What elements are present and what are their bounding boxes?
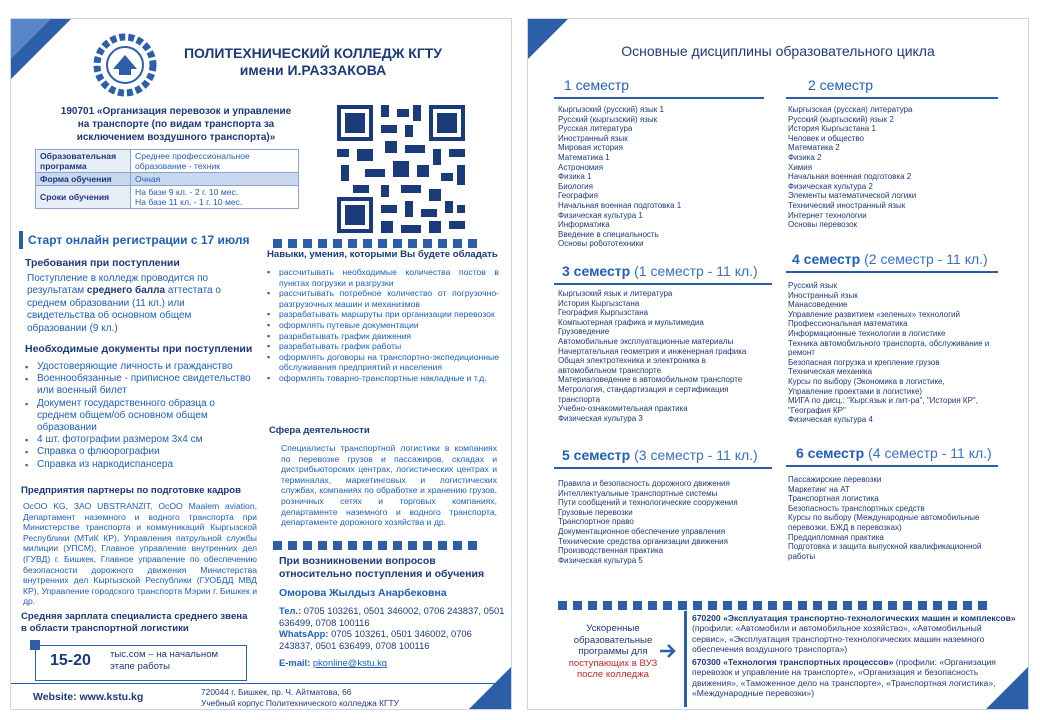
semester-1-list: [558, 105, 681, 249]
course-item: Техника автомобильного транспорта, обслуживание и: [788, 338, 990, 348]
program-670200: 670200 «Эксплуатация транспортно-технологических машин и комплексов» (профили: «Автомобили и автомобильное хозяйство», «Автомобильный сервис», «Эксплуатация транспортно-технологических машин наземного обеспечения воздушного транспорта»): [692, 613, 1016, 655]
course-item: Человек и общество: [788, 133, 864, 143]
course-item: Метрология, стандартизация и сертификация: [558, 384, 729, 394]
course-item: Математика 1: [558, 152, 610, 162]
right-page: [527, 18, 1029, 710]
skills-title: Навыки, умения, которыми Вы будете обладать: [267, 249, 498, 260]
list-item: ▪ оформлять товарно-транспортные накладные и т.д.: [267, 373, 499, 384]
course-item: Физическая культура 3: [558, 413, 643, 423]
table-label: Образовательная программа: [36, 150, 131, 173]
partners-text: ОсОО KG, ЗАО UBSTRANZIT, ОсОО Maalem aviation, Департамент наземного и водного транспорта при Министерстве транспорта и коммуникаций Кыргызской Республики (МТиК КР), Управления патрульной службы милиции (УПСМ), Главное управление внутренних дел (ГУВД) г. Бишкек, Главное управление по обеспечению безопасности дорожного движения Министерства внутренних дел Кыргызской Республики (ГУОБДД МВД КР), Управление городского транспорта Мэрии г. Бишкек и др.: [23, 501, 257, 607]
tel-value[interactable]: 0705 103261, 0501 346002, 0706 243837, 0501 636499, 0708 100116: [279, 605, 505, 628]
questions-title: При возникновении вопросов относительно поступления и обучения: [279, 555, 485, 580]
disciplines-title: Основные дисциплины образовательного цикла: [621, 43, 935, 59]
course-item: Управление проектами в логистике): [788, 386, 923, 396]
course-item: Манасоведение: [788, 300, 848, 310]
course-item: Безопасность транспортных средств: [788, 503, 925, 513]
semester-4-rule: [786, 271, 998, 273]
course-item: Технический иностранный язык: [788, 200, 906, 210]
course-item: Кыргызский язык и литература: [558, 289, 673, 298]
course-item: автомобильном транспорте: [558, 365, 662, 375]
table-row: [36, 150, 299, 173]
table-row: [36, 173, 299, 186]
list-item: ▪ оформлять договоры на транспортно-экспедиционные обслуживания предприятий и населения: [267, 352, 499, 373]
semester-5-list: [558, 479, 738, 565]
list-item: ▪ разрабатывать график работы: [267, 341, 499, 352]
list-item: ▪ Справка из наркодиспансера: [25, 459, 255, 471]
semester-2-list: [788, 105, 916, 230]
list-item: ▪ оформлять путевые документации: [267, 320, 499, 331]
course-item: Транспортная логистика: [788, 494, 879, 504]
course-item: Иностранный язык: [788, 290, 858, 300]
course-item: Начальная военная подготовка 1: [558, 200, 682, 210]
semester-2-title: 2 семестр: [808, 77, 874, 93]
semester-2-rule: [786, 97, 998, 99]
course-item: Начертательная геометрия и инженерная графика: [558, 346, 747, 356]
course-item: Элементы математической логики: [788, 191, 917, 201]
semester-6-list: [788, 475, 981, 561]
salary-title: Средняя зарплата специалиста среднего звена в области транспортной логистики: [21, 611, 248, 634]
course-item: География Кыргызстана: [558, 308, 649, 318]
list-item: ▪ Удостоверяющие личность и гражданство: [25, 361, 255, 373]
semester-3-rule: [554, 283, 772, 285]
address: 720044 г. Бишкек, пр. Ч. Айтматова, 66 Учебный корпус Политехнического колледжа КГТУ: [201, 687, 399, 708]
tel-label: Тел.:: [279, 605, 302, 616]
semester-4-list: [788, 281, 989, 425]
list-item: ▪ рассчитывать потребное количество от погрузочно-разгрузочных машин и механизмов: [267, 288, 499, 309]
whatsapp-label: WhatsApp:: [279, 628, 329, 640]
list-item: ▪ Документ государственного образца о среднем общем/об основном общем образовании: [25, 398, 255, 435]
course-item: Компьютерная графика и мультимедиа: [558, 317, 704, 327]
course-item: Автомобильные эксплуатационные материалы: [558, 336, 734, 346]
arrow-right-icon: [656, 619, 684, 683]
course-item: Иностранный язык: [558, 133, 628, 143]
course-item: Физическая культура 5: [558, 555, 643, 565]
course-item: Курсы по выбору (Международные автомобильные: [788, 513, 980, 523]
course-item: Физическая культура 2: [788, 181, 873, 191]
course-item: Безопасная погрузка и крепление грузов: [788, 357, 940, 367]
specialty-title: 190701 «Организация перевозок и управление на транспорте (по видам транспорта за исключением воздушного транспорта)»: [60, 106, 292, 143]
documents-list: [25, 361, 255, 471]
course-item: Пассажирские перевозки: [788, 475, 882, 484]
course-item: Грузовые перевозки: [558, 507, 633, 517]
college-title: ПОЛИТЕХНИЧЕСКИЙ КОЛЛЕДЖ КГТУ: [183, 45, 443, 61]
course-item: Русский (кыргызский) язык 2: [788, 114, 894, 124]
college-logo-icon: [93, 33, 157, 97]
course-item: МИГА по дисц.: "Кырг.язык и лит-ра", "История КР",: [788, 396, 978, 406]
semester-5-rule: [554, 467, 772, 469]
course-item: Мировая история: [558, 143, 623, 153]
course-item: География: [558, 191, 598, 201]
college-subtitle: имени И.РАЗЗАКОВА: [239, 62, 387, 78]
salary-note: тыс.сом – на начальном этапе работы: [110, 649, 219, 672]
table-value: На базе 9 кл. - 2 г. 10 мес. На базе 11 кл. - 1 г. 10 мес.: [131, 186, 299, 209]
course-item: Биология: [558, 181, 593, 191]
course-item: "География КР": [788, 405, 846, 415]
course-item: История Кыргызстана: [558, 298, 640, 308]
course-item: Подготовка и защита выпускной квалификационной: [788, 542, 982, 552]
list-item: ▪ Военнообязанные - приписное свидетельство или военный билет: [25, 373, 255, 397]
course-item: Астрономия: [558, 162, 604, 172]
semester-1-rule: [554, 97, 764, 99]
semester-6-title: 6 семестр (4 семестр - 11 кл.): [796, 445, 992, 461]
course-item: Информационные технологии в логистике: [788, 328, 946, 338]
semester-1-title: 1 семестр: [564, 77, 630, 93]
sphere-text: Специалисты транспортной логистики в компаниях по перевозке грузов и пассажиров, складах и дистрибьюторских центрах, логистических центрах и терминалах, маркетинговых и логистических службах, компаниях по обработке и хранению грузов, розничных сетях и торговых компаниях, департаменте наземного и водного транспорта, департаменте дорожного хозяйства и др.: [281, 443, 497, 528]
course-item: Пути сообщений и технологические сооружения: [558, 498, 738, 508]
course-item: Правила и безопасность дорожного движения: [558, 479, 730, 488]
whatsapp-value[interactable]: 0705 103261, 0501 346002, 0706 243837, 0501 636499, 0708 100116: [279, 628, 472, 651]
course-item: Начальная военная подготовка 2: [788, 172, 912, 182]
accelerated-programs-label: Ускоренные образовательные программы для поступающих в ВУЗ после колледжа: [568, 623, 658, 681]
table-label: Сроки обучения: [36, 186, 131, 209]
semester-5-title: 5 семестр (3 семестр - 11 кл.): [562, 447, 758, 463]
course-item: История Кыргызстана 1: [788, 124, 876, 134]
course-item: Кыргызский (русский) язык 1: [558, 105, 664, 114]
course-item: Русский (кыргызский) язык: [558, 114, 658, 124]
list-item: ▪ разрабатывать график движения: [267, 331, 499, 342]
course-item: Физика 2: [788, 152, 822, 162]
course-item: Учебно-ознакомительная практика: [558, 404, 688, 414]
table-value: Очная: [131, 173, 299, 186]
qr-code-icon[interactable]: [333, 101, 469, 237]
email-link[interactable]: pkonline@kstu.kg: [312, 657, 388, 669]
program-info-table: [35, 149, 299, 209]
email-label: E-mail:: [279, 657, 311, 669]
contact-name: Оморова Жылдыз Анарбековна: [279, 587, 447, 599]
course-item: Введение в специальность: [558, 229, 659, 239]
course-item: Производственная практика: [558, 546, 664, 556]
corner-decoration-bottom-right: [469, 667, 511, 709]
course-item: Курсы по выбору (Экономика в логистике,: [788, 376, 945, 386]
list-item: ▪ Справка о флюорографии: [25, 446, 255, 458]
course-item: Маркетинг на АТ: [788, 484, 850, 494]
semester-4-title: 4 семестр (2 семестр - 11 кл.): [792, 251, 988, 267]
course-item: перевозки, БЖД в перевозках): [788, 522, 902, 532]
course-item: Технические средства организации движения: [558, 536, 728, 546]
course-item: Профессиональная математика: [788, 319, 908, 329]
registration-banner: Старт онлайн регистрации с 17 июля: [28, 233, 250, 247]
dashed-divider: [273, 537, 483, 555]
website-link[interactable]: Website: www.kstu.kg: [33, 691, 144, 703]
course-item: Информатика: [558, 220, 610, 230]
contact-details: [279, 605, 505, 669]
semester-3-title: 3 семестр (1 семестр - 11 кл.): [562, 263, 758, 279]
partners-title: Предприятия партнеры по подготовке кадров: [21, 485, 242, 496]
course-item: Кыргызская (русская) литература: [788, 105, 913, 114]
course-item: Математика 2: [788, 143, 840, 153]
table-row: [36, 186, 299, 209]
course-item: Материаловедение в автомобильном транспорте: [558, 375, 743, 385]
list-item: ▪ 4 шт. фотографии размером 3х4 см: [25, 434, 255, 446]
course-item: Документационное обеспечение управления: [558, 526, 726, 536]
table-value: Среднее профессиональное образование - техник: [131, 150, 299, 173]
course-item: ремонт: [788, 348, 815, 358]
list-item: ▪ рассчитывать необходимые количества постов в пунктах погрузки и разгрузки: [267, 267, 499, 288]
list-item: ▪ разрабатывать маршруты при организации перевозок: [267, 309, 499, 320]
documents-title: Необходимые документы при поступлении: [25, 343, 253, 355]
salary-range: 15-20: [50, 652, 91, 669]
course-item: Русский язык: [788, 281, 838, 290]
course-item: Интеллектуальные транспортные системы: [558, 488, 718, 498]
left-page: [10, 18, 512, 710]
course-item: Физика 1: [558, 172, 592, 182]
course-item: транспорта: [558, 394, 601, 404]
course-item: Основы робототехники: [558, 239, 644, 249]
course-item: Физическая культура 1: [558, 210, 643, 220]
course-item: Техническая механика: [788, 367, 873, 377]
program-670300: 670300 «Технология транспортных процессов» (профили: «Организация перевозок и управление на транспорте», «Организация и безопасность движения», «Таможенное дело на транспорте», «Транспортная логистика», «Международные перевозки»): [692, 657, 996, 699]
course-item: Русская литература: [558, 124, 633, 134]
requirements-title: Требования при поступлении: [25, 257, 180, 269]
skills-list: [267, 267, 499, 384]
requirements-text: Поступление в колледж проводится по результатам среднего балла аттестата о среднем образовании (11 кл.) или свидетельства об основном общем образовании (9 кл.): [27, 273, 221, 334]
course-item: Грузоведение: [558, 327, 610, 337]
salary-box: [35, 645, 247, 681]
semester-6-rule: [786, 465, 998, 467]
registration-marker: [19, 231, 23, 249]
course-item: Химия: [788, 162, 813, 172]
course-item: Преддипломная практика: [788, 532, 884, 542]
course-item: Основы перевозок: [788, 220, 858, 230]
salary-box-corner: [30, 640, 40, 650]
footer-divider: [11, 683, 511, 684]
course-item: Интернет технологии: [788, 210, 867, 220]
corner-decoration-top-left: [11, 19, 73, 81]
table-label: Форма обучения: [36, 173, 131, 186]
course-item: Управление развитием «зеленых» технологий: [788, 309, 960, 319]
course-item: Физическая культура 4: [788, 415, 873, 425]
semester-3-list: [558, 289, 746, 423]
course-item: работы: [788, 551, 816, 561]
course-item: Транспортное право: [558, 517, 634, 527]
sphere-title: Сфера деятельности: [269, 425, 370, 436]
course-item: Общая электротехника и электроника в: [558, 356, 706, 366]
